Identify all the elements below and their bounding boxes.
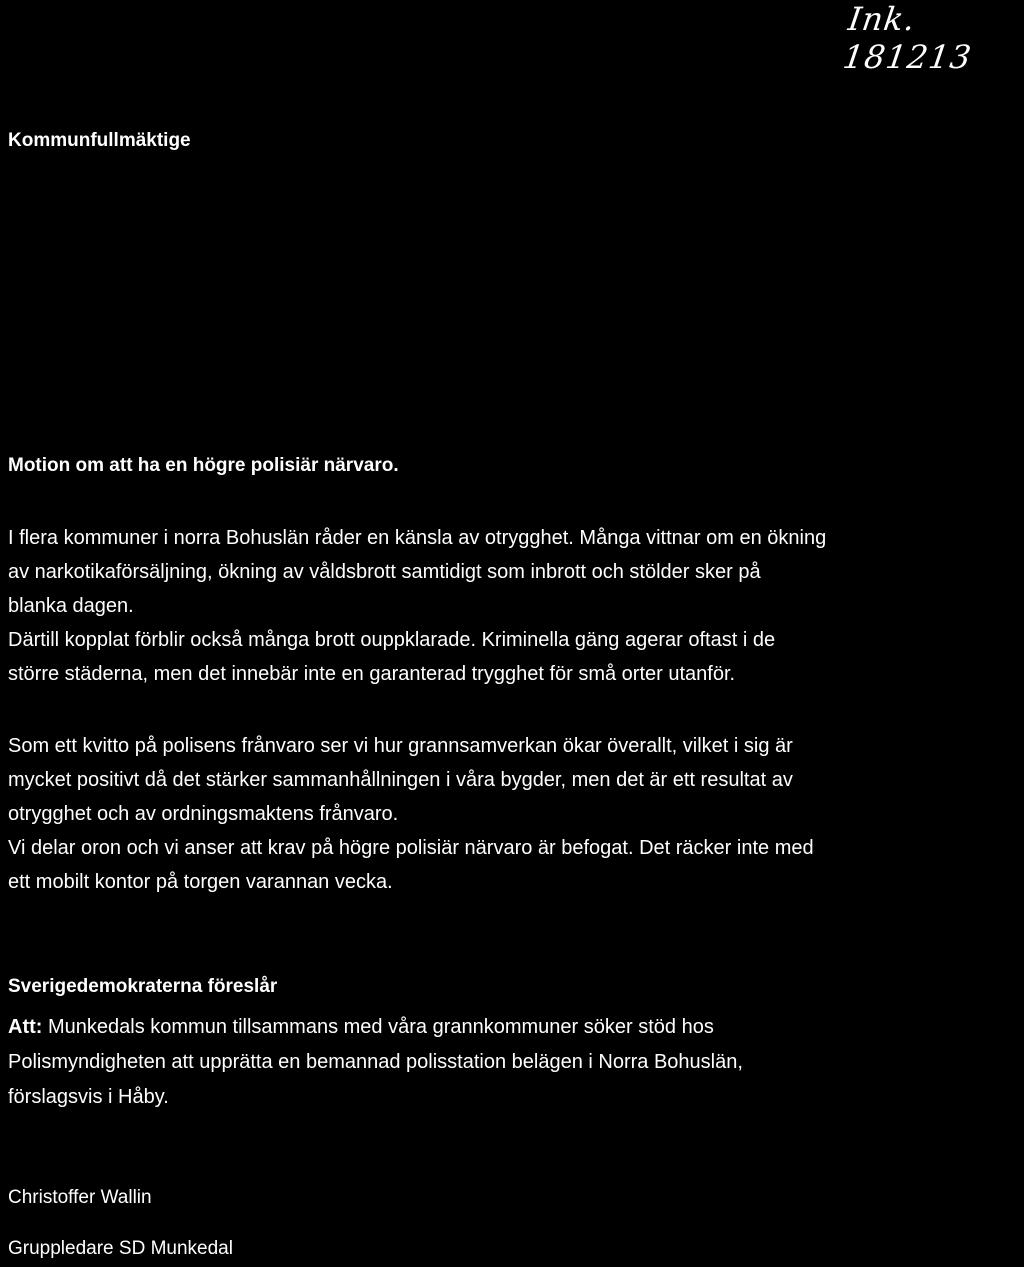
paragraph-line: av narkotikaförsäljning, ökning av våldsbrott samtidigt som inbrott och stölder sker på <box>8 561 761 583</box>
proposal-line: förslagsvis i Håby. <box>8 1086 169 1108</box>
paragraph-line: blanka dagen. <box>8 595 134 617</box>
paragraph-line: Som ett kvitto på polisens frånvaro ser vi hur grannsamverkan ökar överallt, vilket i sig är <box>8 735 793 757</box>
proposal-body <box>8 1010 1008 1115</box>
paragraph-line: ett mobilt kontor på torgen varannan vecka. <box>8 871 393 893</box>
paragraph-line: större städerna, men det innebär inte en garanterad trygghet för små orter utanför. <box>8 663 736 685</box>
paragraph-line: Vi delar oron och vi anser att krav på högre polisiär närvaro är befogat. Det räcker inte med <box>8 837 814 859</box>
motion-title: Motion om att ha en högre polisiär närvaro. <box>8 455 399 476</box>
signature-role: Gruppledare SD Munkedal <box>8 1238 233 1259</box>
paragraph-line: otrygghet och av ordningsmaktens frånvaro. <box>8 803 399 825</box>
paragraph-1 <box>8 521 1018 691</box>
proposal-line: Polismyndigheten att upprätta en bemannad polisstation belägen i Norra Bohuslän, <box>8 1051 743 1073</box>
proposal-heading: Sverigedemokraterna föreslår <box>8 976 278 997</box>
recipient: Kommunfullmäktige <box>8 130 191 151</box>
paragraph-line: Därtill kopplat förblir också många brott ouppklarade. Kriminella gäng agerar oftast i de <box>8 629 776 651</box>
att-label: Att: <box>8 1016 43 1038</box>
paragraph-line: mycket positivt då det stärker sammanhållningen i våra bygder, men det är ett resultat av <box>8 769 793 791</box>
proposal-line-text: Munkedals kommun tillsammans med våra grannkommuner söker stöd hos <box>42 1016 714 1038</box>
paragraph-2 <box>8 729 1018 899</box>
proposal-line <box>8 1010 1008 1045</box>
signature-name: Christoffer Wallin <box>8 1187 152 1208</box>
handwritten-stamp: Ink. 181213 <box>840 0 975 76</box>
paragraph-line: I flera kommuner i norra Bohuslän råder en känsla av otrygghet. Många vittnar om en ökning <box>8 527 827 549</box>
